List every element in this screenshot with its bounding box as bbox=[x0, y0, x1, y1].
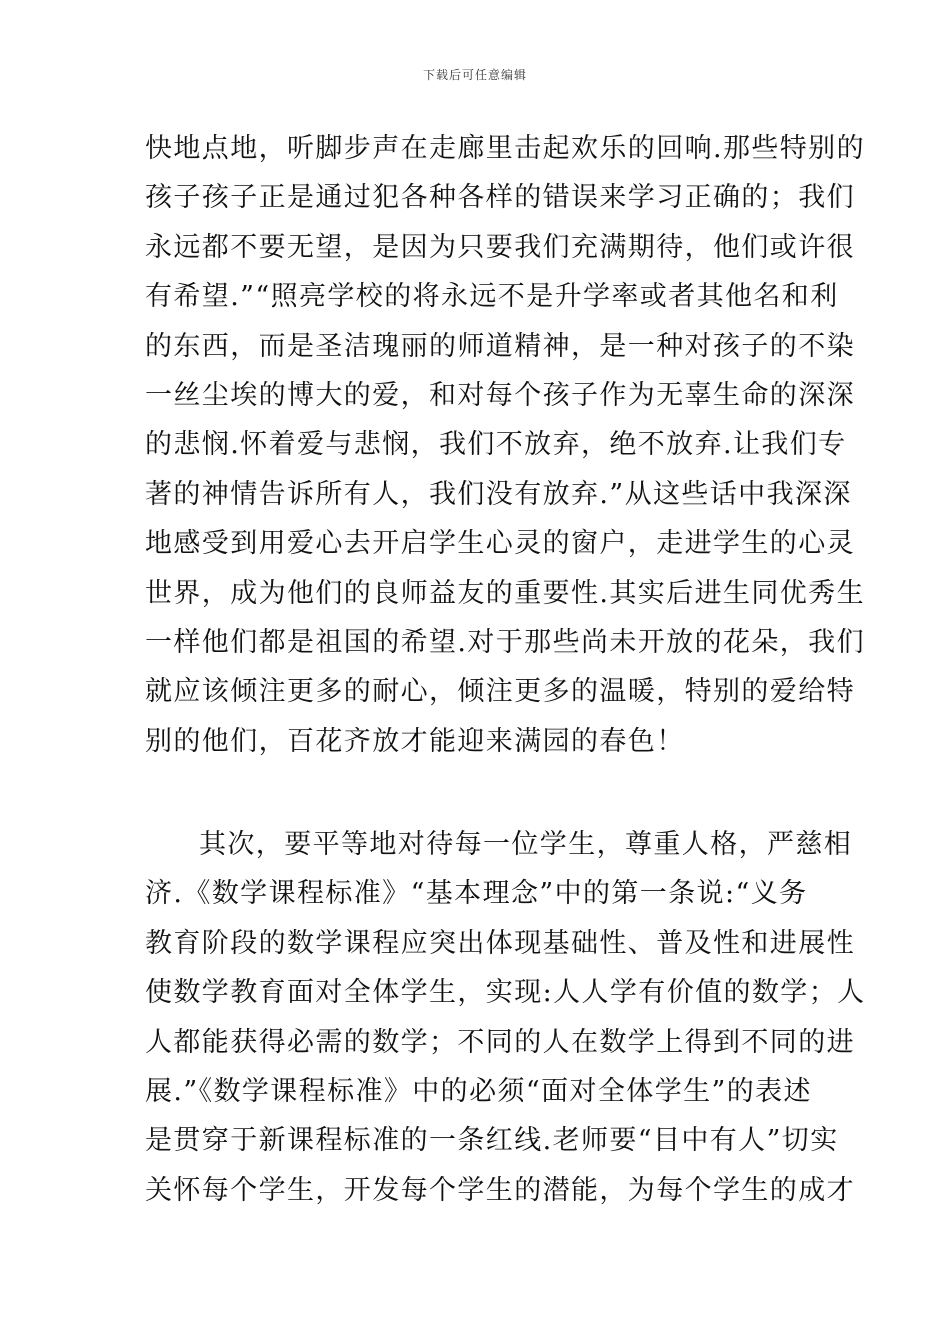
text-line: 的悲悯.怀着爱与悲悯，我们不放弃，绝不放弃.让我们专 bbox=[145, 429, 847, 461]
text-line: 使数学教育面对全体学生，实现:人人学有价值的数学；人 bbox=[145, 977, 866, 1009]
text-line: 就应该倾注更多的耐心，倾注更多的温暖，特别的爱给特 bbox=[145, 676, 855, 708]
text-line: 济.《数学课程标准》“基本理念”中的第一条说:“义务 bbox=[145, 878, 808, 910]
text-line: 快地点地，听脚步声在走廊里击起欢乐的回响.那些特别的 bbox=[145, 133, 865, 164]
text-line-indented: 其次，要平等地对待每一位学生，尊重人格，严慈相 bbox=[199, 829, 853, 860]
text-line: 永远都不要无望，是因为只要我们充满期待，他们或许很 bbox=[145, 231, 855, 263]
text-line: 著的神情告诉所有人，我们没有放弃.”从这些话中我深深 bbox=[145, 478, 852, 510]
text-line: 世界，成为他们的良师益友的重要性.其实后进生同优秀生 bbox=[145, 577, 865, 609]
text-line: 别的他们，百花齐放才能迎来满园的春色！ bbox=[145, 725, 685, 757]
text-line: 人都能获得必需的数学；不同的人在数学上得到不同的进 bbox=[145, 1026, 855, 1058]
text-line: 展.”《数学课程标准》中的必须“面对全体学生”的表述 bbox=[145, 1075, 812, 1107]
page-header: 下载后可任意编辑 bbox=[422, 68, 527, 82]
text-line: 关怀每个学生，开发每个学生的潜能，为每个学生的成才 bbox=[145, 1174, 855, 1206]
text-line: 有希望.”“照亮学校的将永远不是升学率或者其他名和利 bbox=[145, 281, 839, 313]
text-line: 地感受到用爱心去开启学生心灵的窗户，走进学生的心灵 bbox=[145, 528, 855, 560]
text-line: 教育阶段的数学课程应突出体现基础性、普及性和进展性 bbox=[145, 927, 855, 959]
text-line: 一丝尘埃的博大的爱，和对每个孩子作为无辜生命的深深 bbox=[145, 379, 855, 411]
text-line: 的东西，而是圣洁瑰丽的师道精神，是一种对孩子的不染 bbox=[145, 330, 855, 362]
text-line: 一样他们都是祖国的希望.对于那些尚未开放的花朵，我们 bbox=[145, 626, 865, 658]
text-line: 是贯穿于新课程标准的一条红线.老师要“目中有人”切实 bbox=[145, 1125, 839, 1157]
paragraph-1 bbox=[145, 124, 865, 766]
text-line: 孩子孩子正是通过犯各种各样的错误来学习正确的；我们 bbox=[145, 182, 855, 214]
paragraph-2 bbox=[145, 820, 866, 1215]
